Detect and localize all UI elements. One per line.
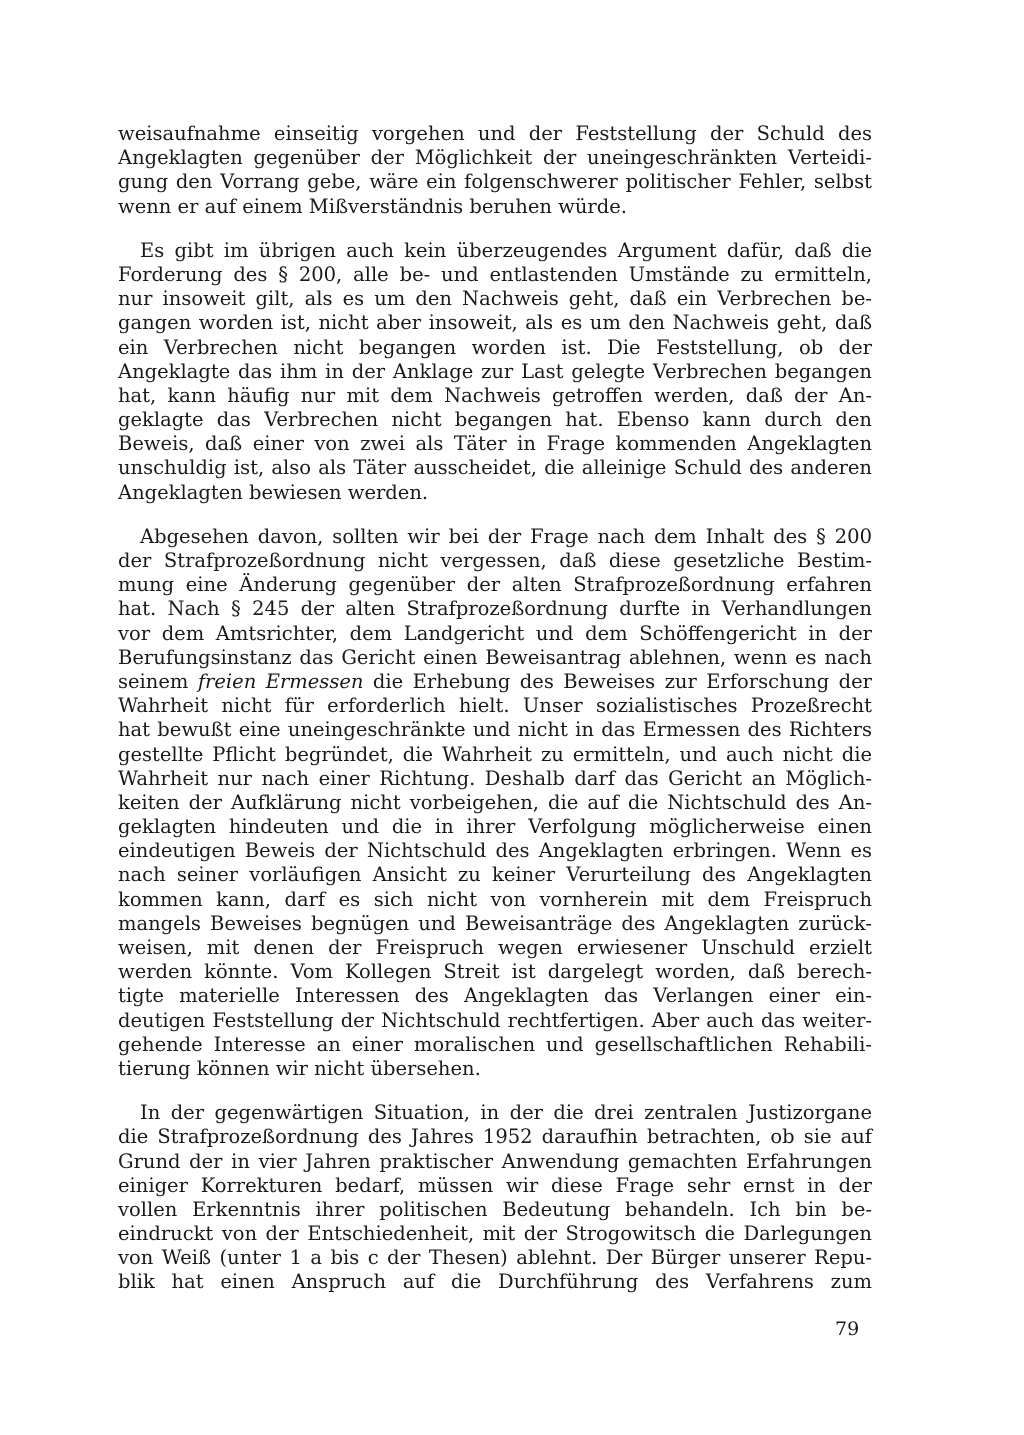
text-line: Angeklagte das ihm in der Anklage zur Last gelegte Verbrechen begangen [118, 359, 872, 383]
text-line: eindeutigen Beweis der Nichtschuld des Angeklagten erbringen. Wenn es [118, 839, 872, 863]
text-line: mung eine Änderung gegenüber der alten Strafprozeßordnung erfahren [118, 573, 872, 597]
text-line: vor dem Amtsrichter, dem Landgericht und dem Schöffengericht in der [118, 621, 872, 645]
text-line: gestellte Pflicht begründet, die Wahrheit zu ermitteln, und auch nicht die [118, 742, 872, 766]
text-line: werden könnte. Vom Kollegen Streit ist dargelegt worden, daß berech- [118, 960, 872, 984]
text-line: Beweis, daß einer von zwei als Täter in Frage kommenden Angeklagten [118, 432, 872, 456]
text-line: tierung können wir nicht übersehen. [118, 1056, 481, 1080]
paragraph-4 [118, 1101, 872, 1295]
text-line: kommen kann, darf es sich nicht von vornherein mit dem Freispruch [118, 887, 872, 911]
text-line: Angeklagten bewiesen werden. [118, 480, 429, 504]
text-line: mangels Beweises begnügen und Beweisanträge des Angeklagten zurück- [118, 911, 872, 935]
page-number: 79 [835, 1318, 860, 1340]
text-line: geklagten hindeuten und die in ihrer Verfolgung möglicherweise einen [118, 815, 872, 839]
text-line: deutigen Feststellung der Nichtschuld rechtfertigen. Aber auch das weiter- [118, 1008, 872, 1032]
text-line: Berufungsinstanz das Gericht einen Beweisantrag ablehnen, wenn es nach [118, 645, 872, 669]
text-line: der Strafprozeßordnung nicht vergessen, daß diese gesetzliche Bestim- [118, 549, 872, 572]
emphasized-phrase: freien Ermessen [197, 669, 364, 693]
text-line: weisen, mit denen der Freispruch wegen erwiesener Unschuld erzielt [118, 936, 872, 959]
text-line: In der gegenwärtigen Situation, in der die drei zentralen Justizorgane [140, 1101, 872, 1125]
text-line: Es gibt im übrigen auch kein überzeugendes Argument dafür, daß die [140, 238, 872, 262]
text-line: keiten der Aufklärung nicht vorbeigehen, die auf die Nichtschuld des An- [118, 790, 872, 814]
text-line: Forderung des § 200, alle be- und entlastenden Umstände zu ermitteln, [118, 262, 872, 286]
text-line: gangen worden ist, nicht aber insoweit, als es um den Nachweis geht, daß [118, 311, 872, 335]
text-line: nach seiner vorläufigen Ansicht zu keiner Verurteilung des Angeklagten [118, 863, 872, 887]
text-line: Grund der in vier Jahren praktischer Anwendung gemachten Erfahrungen [118, 1149, 872, 1173]
text-line-with-emphasis: seinem freien Ermessen die Erhebung des Beweises zur Erforschung der [118, 669, 872, 693]
text-line: geklagte das Verbrechen nicht begangen hat. Ebenso kann durch den [118, 408, 872, 432]
text-line: Angeklagten gegenüber der Möglichkeit der uneingeschränkten Verteidi- [118, 146, 872, 170]
paragraph-1 [118, 122, 872, 219]
text-line: blik hat einen Anspruch auf die Durchführung des Verfahrens zum [118, 1270, 872, 1294]
paragraph-2 [118, 239, 872, 505]
text-line: vollen Erkenntnis ihrer politischen Bedeutung behandeln. Ich bin be- [118, 1197, 872, 1221]
text-line: hat, kann häufig nur mit dem Nachweis getroffen werden, daß der An- [118, 383, 872, 407]
text-line: unschuldig ist, also als Täter ausscheidet, die alleinige Schuld des anderen [118, 456, 872, 480]
text-line: von Weiß (unter 1 a bis c der Thesen) ablehnt. Der Bürger unserer Repu- [118, 1246, 872, 1270]
text-line: ein Verbrechen nicht begangen worden ist. Die Feststellung, ob der [118, 335, 872, 359]
text-line: weisaufnahme einseitig vorgehen und der Feststellung der Schuld des [118, 122, 872, 145]
text-line: einiger Korrekturen bedarf, müssen wir diese Frage sehr ernst in der [118, 1173, 872, 1197]
text-line: die Strafprozeßordnung des Jahres 1952 daraufhin betrachten, ob sie auf [118, 1125, 872, 1149]
text-line: gung den Vorrang gebe, wäre ein folgenschwerer politischer Fehler, selbst [118, 170, 872, 194]
paragraph-3 [118, 525, 872, 1081]
text-line: Wahrheit nur nach einer Richtung. Deshalb darf das Gericht an Möglich- [118, 766, 872, 790]
text-line: gehende Interesse an einer moralischen und gesellschaftlichen Rehabili- [118, 1032, 872, 1056]
text-line: tigte materielle Interessen des Angeklagten das Verlangen einer ein- [118, 984, 872, 1008]
text-line: Abgesehen davon, sollten wir bei der Frage nach dem Inhalt des § 200 [140, 524, 872, 548]
text-line: hat. Nach § 245 der alten Strafprozeßordnung durfte in Verhandlungen [118, 597, 872, 621]
text-line: nur insoweit gilt, als es um den Nachweis geht, daß ein Verbrechen be- [118, 287, 872, 311]
page-body [118, 122, 872, 1295]
text-line: hat bewußt eine uneingeschränkte und nicht in das Ermessen des Richters [118, 718, 872, 742]
text-line: wenn er auf einem Mißverständnis beruhen würde. [118, 194, 627, 218]
text-line: eindruckt von der Entschiedenheit, mit der Strogowitsch die Darlegungen [118, 1222, 872, 1246]
text-line: Wahrheit nicht für erforderlich hielt. Unser sozialistisches Prozeßrecht [118, 694, 872, 718]
